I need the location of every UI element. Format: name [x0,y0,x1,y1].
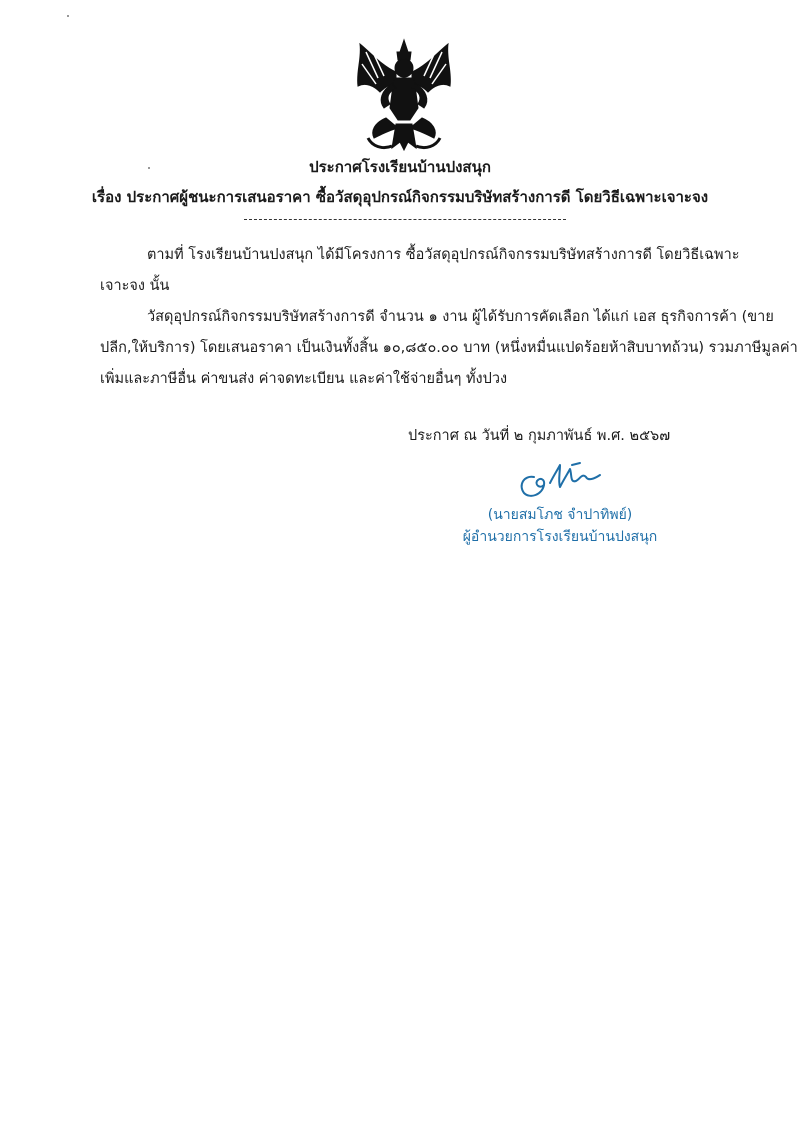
garuda-emblem-icon [352,38,456,156]
scan-speck [148,167,150,169]
announcement-title: ประกาศโรงเรียนบ้านปงสนุก [309,158,491,176]
scan-speck [67,15,69,17]
signer-position: ผู้อำนวยการโรงเรียนบ้านปงสนุก [462,529,658,545]
paragraph-2-line-1: วัสดุอุปกรณ์กิจกรรมบริษัทสร้างการดี จำนวน ๑ งาน ผู้ได้รับการคัดเลือก ได้แก่ เอส ธุรกิจการค้า (ขาย [147,309,774,325]
paragraph-1-line-2: เจาะจง นั้น [100,278,170,294]
announcement-date: ประกาศ ณ วันที่ ๒ กุมภาพันธ์ พ.ศ. ๒๕๖๗ [408,428,671,444]
paragraph-2-line-2: ปลีก,ให้บริการ) โดยเสนอราคา เป็นเงินทั้งสิ้น ๑๐,๘๕๐.๐๐ บาท (หนึ่งหมื่นแปดร้อยห้าสิบบาทถ้วน) รวมภาษีมูลค่า [100,340,798,356]
header-divider [244,219,566,220]
announcement-subject: เรื่อง ประกาศผู้ชนะการเสนอราคา ซื้อวัสดุอุปกรณ์กิจกรรมบริษัทสร้างการดี โดยวิธีเฉพาะเจาะจง [91,188,709,206]
handwritten-signature-icon [510,455,620,501]
paragraph-1-line-1: ตามที่ โรงเรียนบ้านปงสนุก ได้มีโครงการ ซื้อวัสดุอุปกรณ์กิจกรรมบริษัทสร้างการดี โดยวิธีเฉพาะ [147,247,740,263]
paragraph-2-line-3: เพิ่มและภาษีอื่น ค่าขนส่ง ค่าจดทะเบียน และค่าใช้จ่ายอื่นๆ ทั้งปวง [100,371,508,387]
signer-name: (นายสมโภช จำปาทิพย์) [487,507,633,523]
